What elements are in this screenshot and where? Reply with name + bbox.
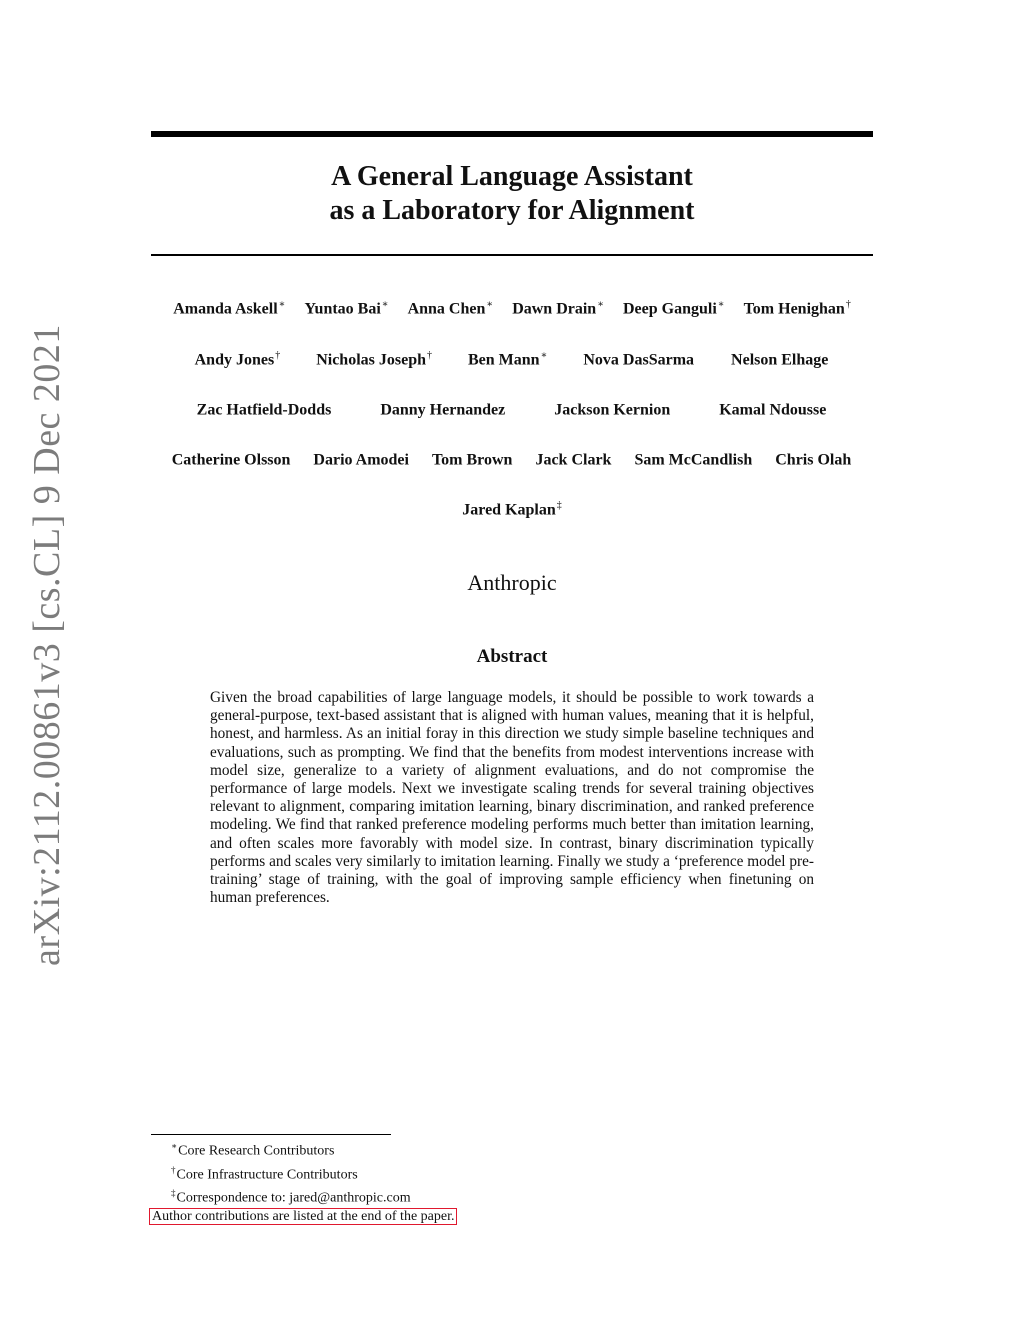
affiliation: Anthropic [467, 570, 557, 595]
paper-title-line-1: A General Language Assistant [331, 161, 693, 192]
footnotes [151, 1137, 457, 1226]
author: Jack Clark [535, 451, 612, 469]
author: Tom Henighan† [743, 299, 851, 318]
abstract-heading: Abstract [476, 646, 548, 667]
title-top-rule [151, 131, 873, 137]
author: Chris Olah [775, 451, 852, 469]
author: Nicholas Joseph† [316, 350, 432, 369]
paper-title-line-2: as a Laboratory for Alignment [329, 195, 695, 226]
author: Kamal Ndousse [719, 401, 827, 419]
author: Dawn Drain∗ [512, 299, 604, 318]
author: Catherine Olsson [171, 451, 291, 469]
author-row-2 [151, 350, 873, 369]
author-row-3 [151, 400, 873, 419]
footnote-rule [151, 1134, 391, 1135]
footnote-correspondence: ‡Correspondence to: jared@anthropic.com [171, 1188, 411, 1206]
author-contributions-link-row [151, 1208, 457, 1226]
author: Yuntao Bai∗ [304, 299, 389, 318]
author-row-1 [151, 299, 873, 318]
author: Amanda Askell∗ [173, 299, 286, 318]
author: Sam McCandlish [634, 451, 753, 469]
author: Dario Amodei [313, 451, 409, 469]
author: Jackson Kernion [554, 401, 671, 419]
author: Jared Kaplan‡ [462, 500, 562, 519]
author: Nelson Elhage [731, 351, 829, 369]
author: Tom Brown [431, 451, 513, 469]
footnote-core-research: ∗Core Research Contributors [171, 1141, 335, 1159]
abstract-text: Given the broad capabilities of large language models, it should be possible to work towards a general-purpose, text-based assistant that is aligned with human values, meaning that it is helpful, honest, and harmless. As an initial foray in this direction we study simple baseline techniques and evaluations, such as prompting. We find that the benefits from modest interventions increase with model size, generalize to a variety of alignment evaluations, and do not compromise the performance of large models. Next we investigate scaling trends for several training objectives relevant to alignment, comparing imitation learning, binary discrimination, and ranked preference modeling. We find that ranked preference modeling performs much better than imitation learning, and often scales more favorably with model size. In contrast, binary discrimination typically performs and scales very similarly to imitation learning. Finally we study a ‘preference model pre-training’ stage of training, with the goal of improving sample efficiency when finetuning on human preferences. [210, 689, 814, 907]
paper-title [151, 160, 873, 228]
author: Andy Jones† [194, 350, 281, 369]
author-row-4 [151, 450, 873, 469]
footnote-core-infrastructure: †Core Infrastructure Contributors [171, 1164, 358, 1183]
author-contributions-link[interactable]: Author contributions are listed at the end of the paper. [149, 1208, 457, 1225]
author: Deep Ganguli∗ [623, 299, 725, 318]
author: Zac Hatfield-Dodds [196, 401, 332, 419]
author: Nova DasSarma [583, 351, 695, 369]
author: Anna Chen∗ [407, 299, 494, 318]
arxiv-stamp: arXiv:2112.00861v3 [cs.CL] 9 Dec 2021 [26, 324, 68, 966]
title-bottom-rule [151, 254, 873, 256]
author-row-5 [151, 500, 873, 519]
author: Danny Hernandez [380, 401, 506, 419]
author: Ben Mann∗ [467, 350, 548, 369]
